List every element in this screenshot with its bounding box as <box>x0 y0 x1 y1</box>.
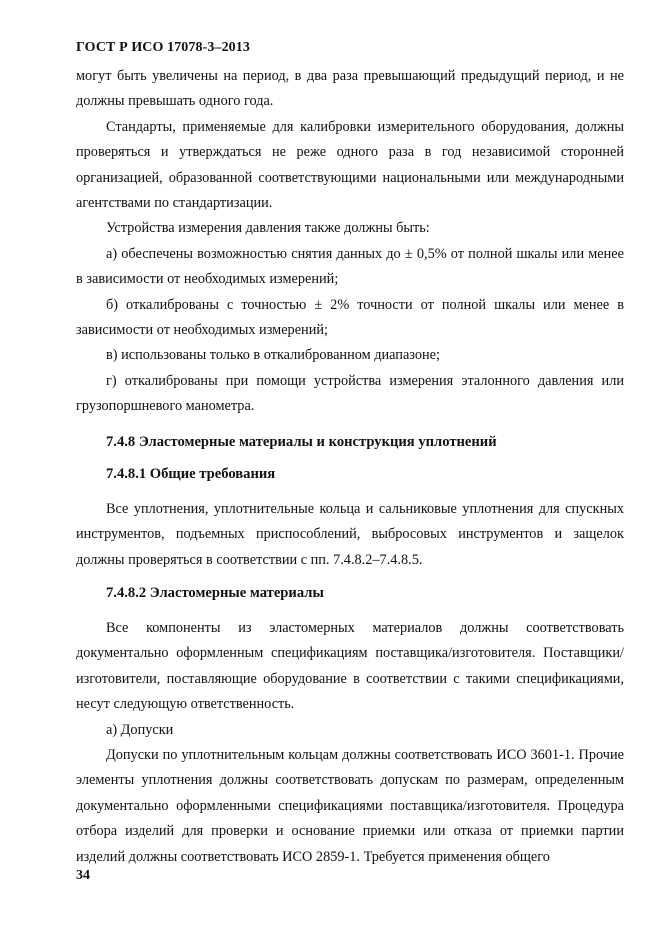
section-heading-7-4-8-2: 7.4.8.2 Эластомерные материалы <box>106 584 324 601</box>
paragraph: могут быть увеличены на период, в два раза превышающий предыдущий период, и не должны превышать одного года. <box>76 68 624 110</box>
section-heading-7-4-8: 7.4.8 Эластомерные материалы и конструкция уплотнений <box>106 433 497 450</box>
list-item: а) обеспечены возможностью снятия данных до ± 0,5% от полной шкалы или менее в зависимости от необходимых измерений; <box>76 245 624 288</box>
list-item: б) откалиброваны с точностью ± 2% точности от полной шкалы или менее в зависимости от необходимых измерений; <box>76 296 624 339</box>
paragraph: Устройства измерения давления также должны быть: <box>106 220 430 237</box>
list-item: в) использованы только в откалиброванном диапазоне; <box>106 347 440 364</box>
paragraph: Допуски по уплотнительным кольцам должны соответствовать ИСО 3601-1. Прочие элементы уплотнения должны соответствовать допускам по размерам, определенным документально оформленными спецификациями поставщика/изготовителя. Процедура отбора изделий для проверки и основание приемки или отказа от приемки партии изделий должны соответствовать ИСО 2859-1. Требуется применения общего <box>76 746 624 865</box>
page-number: 34 <box>76 868 90 883</box>
list-item: а) Допуски <box>106 721 174 738</box>
paragraph: Стандарты, применяемые для калибровки измерительного оборудования, должны проверяться и утверждаться не реже одного раза в год независимой сторонней организацией, образованной соответствующими национальными или международными агентствами по стандартизации. <box>76 118 624 212</box>
section-heading-7-4-8-1: 7.4.8.1 Общие требования <box>106 465 276 482</box>
paragraph: Все уплотнения, уплотнительные кольца и сальниковые уплотнения для спускных инструментов, подъемных приспособлений, выбросовых инструментов и защелок должны проверяться в соответствии с пп. 7.4.8.2–7.4.8.5. <box>76 500 624 568</box>
standard-header: ГОСТ Р ИСО 17078-3–2013 <box>76 40 250 55</box>
document-body <box>76 64 624 870</box>
list-item: г) откалиброваны при помощи устройства измерения эталонного давления или грузопоршневого манометра. <box>76 372 624 415</box>
paragraph: Все компоненты из эластомерных материалов должны соответствовать документально оформленным спецификациям поставщика/изготовителя. Поставщики/изготовители, поставляющие оборудование в соответствии с такими спецификациями, несут следующую ответственность. <box>76 619 624 713</box>
